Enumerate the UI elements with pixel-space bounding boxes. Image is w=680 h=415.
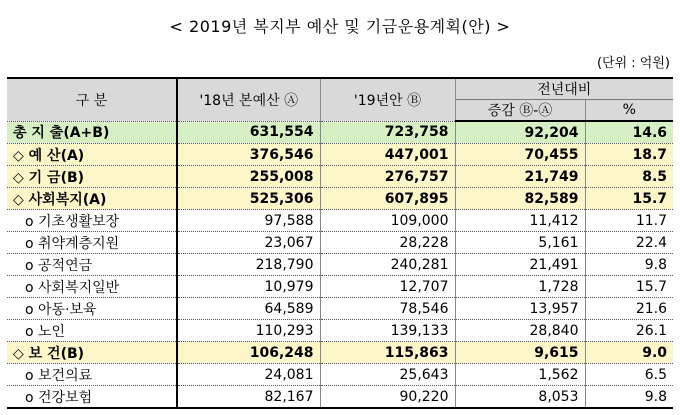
header-yoy-group: 전년대비: [455, 78, 673, 100]
cell-2018: 106,248: [177, 342, 320, 364]
cell-change: 5,161: [455, 232, 585, 254]
row-label: o 보건의료: [7, 364, 177, 386]
cell-pct: 9.0: [585, 342, 673, 364]
cell-pct: 11.7: [585, 210, 673, 232]
row-label: o 취약계층지원: [7, 232, 177, 254]
row-label: o 건강보험: [7, 386, 177, 409]
cell-pct: 9.8: [585, 386, 673, 409]
cell-2019: 115,863: [320, 342, 455, 364]
cell-2018: 64,589: [177, 298, 320, 320]
cell-2019: 240,281: [320, 254, 455, 276]
cell-2019: 78,546: [320, 298, 455, 320]
cell-change: 21,749: [455, 166, 585, 188]
cell-change: 9,615: [455, 342, 585, 364]
row-label: ◇ 예 산(A): [7, 144, 177, 166]
cell-2019: 607,895: [320, 188, 455, 210]
cell-change: 92,204: [455, 121, 585, 144]
page-title: < 2019년 복지부 예산 및 기금운용계획(안) >: [169, 17, 511, 36]
header-2018-budget: '18년 본예산 Ⓐ: [177, 78, 320, 121]
cell-change: 70,455: [455, 144, 585, 166]
row-label: ◇ 보 건(B): [7, 342, 177, 364]
row-label: ◇ 사회복지(A): [7, 188, 177, 210]
table-row: [7, 232, 673, 254]
row-label: o 노인: [7, 320, 177, 342]
cell-pct: 8.5: [585, 166, 673, 188]
cell-2019: 12,707: [320, 276, 455, 298]
cell-2018: 10,979: [177, 276, 320, 298]
table-row: [7, 298, 673, 320]
cell-change: 8,053: [455, 386, 585, 409]
cell-pct: 9.8: [585, 254, 673, 276]
cell-pct: 15.7: [585, 188, 673, 210]
cell-2019: 25,643: [320, 364, 455, 386]
cell-2018: 24,081: [177, 364, 320, 386]
row-label: o 사회복지일반: [7, 276, 177, 298]
table-row: [7, 276, 673, 298]
cell-2018: 218,790: [177, 254, 320, 276]
cell-2018: 82,167: [177, 386, 320, 409]
table-row: [7, 188, 673, 210]
cell-change: 21,491: [455, 254, 585, 276]
cell-pct: 22.4: [585, 232, 673, 254]
cell-pct: 6.5: [585, 364, 673, 386]
cell-2019: 28,228: [320, 232, 455, 254]
cell-2019: 276,757: [320, 166, 455, 188]
cell-pct: 18.7: [585, 144, 673, 166]
table-row: [7, 210, 673, 232]
cell-change: 1,728: [455, 276, 585, 298]
cell-change: 11,412: [455, 210, 585, 232]
cell-pct: 26.1: [585, 320, 673, 342]
header-2019-plan: '19년안 Ⓑ: [320, 78, 455, 121]
cell-2018: 97,588: [177, 210, 320, 232]
header-category: 구 분: [7, 78, 177, 121]
cell-change: 82,589: [455, 188, 585, 210]
unit-label: (단위 : 억원): [596, 56, 670, 71]
table-row: [7, 166, 673, 188]
cell-2019: 723,758: [320, 121, 455, 144]
cell-2018: 255,008: [177, 166, 320, 188]
cell-pct: 15.7: [585, 276, 673, 298]
row-label: o 아동·보육: [7, 298, 177, 320]
row-label: o 공적연금: [7, 254, 177, 276]
header-yoy-pct: %: [585, 100, 673, 122]
header-yoy-change: 증감 Ⓑ-Ⓐ: [455, 100, 585, 122]
cell-pct: 14.6: [585, 121, 673, 144]
cell-2018: 23,067: [177, 232, 320, 254]
cell-change: 13,957: [455, 298, 585, 320]
table-row: [7, 254, 673, 276]
budget-table: [7, 77, 673, 409]
cell-change: 28,840: [455, 320, 585, 342]
table-row: [7, 144, 673, 166]
cell-2018: 525,306: [177, 188, 320, 210]
cell-2019: 90,220: [320, 386, 455, 409]
cell-2019: 139,133: [320, 320, 455, 342]
table-row: [7, 342, 673, 364]
table-row: [7, 121, 673, 144]
cell-2019: 447,001: [320, 144, 455, 166]
cell-pct: 21.6: [585, 298, 673, 320]
table-row: [7, 320, 673, 342]
cell-2018: 110,293: [177, 320, 320, 342]
table-row: [7, 364, 673, 386]
cell-2019: 109,000: [320, 210, 455, 232]
row-label: ◇ 기 금(B): [7, 166, 177, 188]
table-row: [7, 386, 673, 409]
cell-change: 1,562: [455, 364, 585, 386]
cell-2018: 376,546: [177, 144, 320, 166]
cell-2018: 631,554: [177, 121, 320, 144]
row-label: o 기초생활보장: [7, 210, 177, 232]
row-label: 총 지 출(A+B): [7, 121, 177, 144]
